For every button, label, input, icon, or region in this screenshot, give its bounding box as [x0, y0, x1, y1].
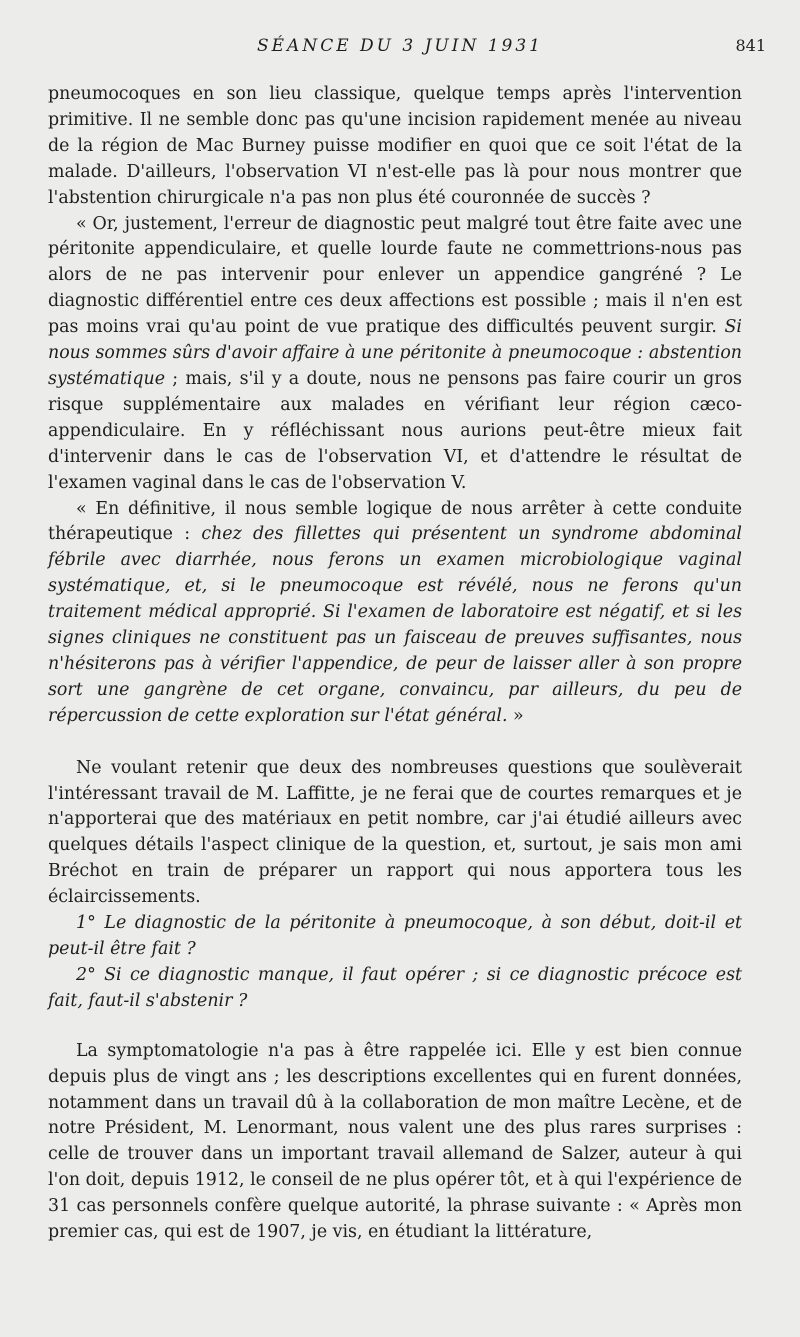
paragraph-quote-1: « Or, justement, l'erreur de diagnostic peut malgré tout être faite avec une péritonite appendiculaire, et quelle lourde faute ne commettrions-nous pas alors de ne pas intervenir pour enlever un appendice gangréné ? Le diagnostic différentiel entre ces deux affections est possible ; mais il n'en est pas moins vrai qu'au point de vue pratique des difficultés peuvent surgir. Si nous sommes sûrs d'avoir affaire à une péritonite à pneumocoque : abstention systématique ; mais, s'il y a doute, nous ne pensons pas faire courir un gros risque supplémentaire aux malades en vérifiant leur région cæco-appendiculaire. En y réfléchissant nous aurions peut-être mieux fait d'intervenir dans le cas de l'observation VI, et d'attendre le résultat de l'examen vaginal dans le cas de l'observation V. — [48, 213, 742, 493]
running-header — [0, 36, 800, 60]
page-number: 841 — [735, 36, 766, 55]
running-title: SÉANCE DU 3 JUIN 1931 — [256, 36, 543, 56]
question-2: 2° Si ce diagnostic manque, il faut opérer ; si ce diagnostic précoce est fait, faut-il s'abstenir ? — [48, 964, 742, 1011]
question-1: 1° Le diagnostic de la péritonite à pneumocoque, à son début, doit-il et peut-il être fait ? — [48, 913, 742, 959]
paragraph-quote-2: « En définitive, il nous semble logique de nous arrêter à cette conduite thérapeutique : chez des fillettes qui présentent un syndrome abdominal fébrile avec diarrhée, nous ferons un examen microbiologique vaginal systématique, et, si le pneumocoque est révélé, nous ne ferons qu'un traitement médical approprié. Si l'examen de laboratoire est négatif, et si les signes cliniques ne constituent pas un faisceau de preuves suffisantes, nous n'hésiterons pas à vérifier l'appendice, de peur de laisser aller à son propre sort une gangrène de cet organe, convaincu, par ailleurs, du peu de répercussion de cette exploration sur l'état général. » — [48, 498, 742, 726]
paragraph-remarks: Ne voulant retenir que deux des nombreuses questions que soulèverait l'intéressant travail de M. Laffitte, je ne ferai que de courtes remarques et je n'apporterai que des matériaux en petit nombre, car j'ai étudié ailleurs avec quelques détails l'aspect clinique de la question, et, surtout, je sais mon ami Bréchot en train de préparer un rapport qui nous apportera tous les éclaircissements. — [48, 757, 742, 908]
paragraph-symptomatology: La symptomatologie n'a pas à être rappelée ici. Elle y est bien connue depuis plus de vingt ans ; les descriptions excellentes qui en furent données, notamment dans un travail dû à la collaboration de mon maître Lecène, et de notre Président, M. Lenormant, nous valent une des plus rares surprises : celle de trouver dans un important travail allemand de Salzer, auteur à qui l'on doit, depuis 1912, le conseil de ne plus opérer tôt, et à qui l'expérience de 31 cas personnels confère quelque autorité, la phrase suivante : « Après mon premier cas, qui est de 1907, je vis, en étudiant la littérature, — [48, 1040, 742, 1243]
body-text — [48, 82, 742, 1246]
paragraph-continuation: pneumocoques en son lieu classique, quelque temps après l'intervention primitive. Il ne semble donc pas qu'une incision rapidement menée au niveau de la région de Mac Burney puisse modifier en quoi que ce soit l'état de la malade. D'ailleurs, l'observation VI n'est-elle pas là pour nous montrer que l'abstention chirurgicale n'a pas non plus été couronnée de succès ? — [48, 84, 742, 208]
